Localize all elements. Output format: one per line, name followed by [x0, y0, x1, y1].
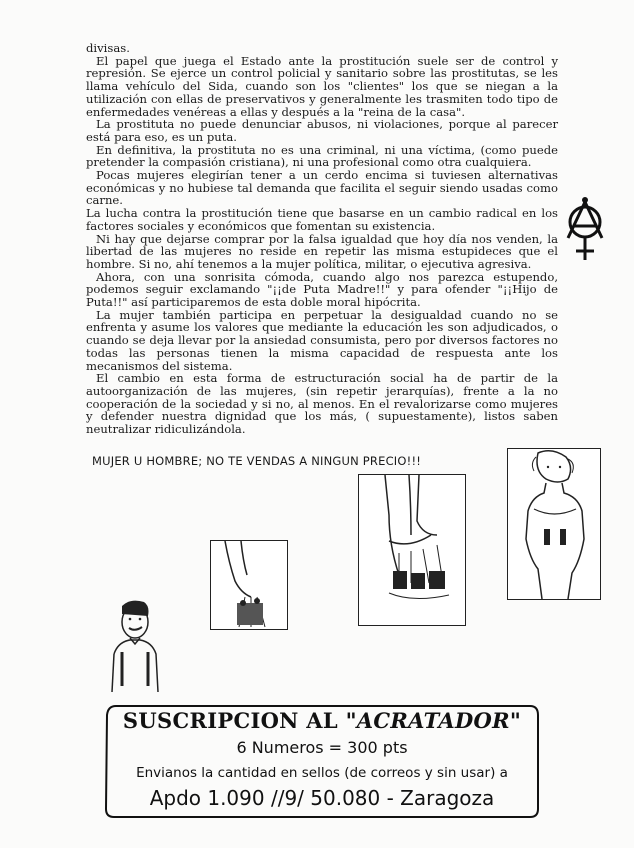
anarcha-feminist-symbol-icon — [560, 196, 610, 268]
subscription-title — [102, 708, 542, 733]
legs-puppets-illustration — [358, 474, 466, 626]
man-cartoon-illustration — [100, 596, 170, 696]
subscription-instructions: Envianos la cantidad en sellos (de correos y sin usar) a — [136, 765, 508, 781]
subscription-box — [102, 703, 542, 820]
hand-puppet-illustration — [210, 540, 288, 630]
subscription-numbers: 6 Numeros = 300 pts — [236, 738, 408, 757]
subscription-address: Apdo 1.090 //9/ 50.080 - Zaragoza — [149, 786, 495, 810]
article-paragraph: El cambio en esta forma de estructuración social ha de partir de la autoorganización de las mujeres, (sin repetir jerarquías), frente a la no cooperación de la sociedad y si no, al menos. En el revalorizarse como mujeres y defender nuestra dignidad que los más, ( supuestamente), listos saben neutralizar ridiculizándola. — [86, 371, 558, 437]
article-paragraph: Ni hay que dejarse comprar por la falsa igualdad que hoy día nos venden, la libertad de las mujeres no reside en repetir las misma estupideces que el hombre. Si no, ahí tenemos a la mujer política, militar, o ejecutiva agresiva. — [86, 231, 558, 271]
article-paragraph: La mujer también participa en perpetuar la desigualdad cuando no se enfrenta y asume los valores que mediante la educación les son adjudicados, o cuando se deja llevar por la ansiedad consumista, pero por diversos factores no todas las personas tienen la misma capacidad de respuesta ante los mecanismos del sistema. — [86, 307, 558, 373]
woman-illustration — [507, 448, 601, 600]
article-paragraph: Pocas mujeres elegirían tener a un cerdo encima si tuviesen alternativas económicas y no hubiese tal demanda que facilita el seguir siendo usadas como carne. — [86, 168, 558, 208]
article-paragraph: divisas. — [86, 41, 130, 55]
article-paragraph: La lucha contra la prostitución tiene que basarse en un cambio radical en los factores sociales y económicos que fomentan su existencia. — [86, 206, 558, 233]
article-paragraph: Ahora, con una sonrisita cómoda, cuando algo nos parezca estupendo, podemos seguir exclamando "¡¡de Puta Madre!!" y para ofender "¡¡Hijo de Puta!!" así participaremos de esta doble moral hipócrita. — [86, 269, 558, 310]
article-paragraph: La prostituta no puede denunciar abusos, ni violaciones, porque al parecer está para eso, es un puta. — [86, 117, 558, 144]
subscription-title-prefix: SUSCRIPCION AL — [122, 708, 346, 733]
subscription-title-name: "ACRATADOR" — [345, 708, 522, 733]
article-body — [86, 42, 558, 436]
closing-slogan: MUJER U HOMBRE; NO TE VENDAS A NINGUN PRECIO!!! — [92, 454, 422, 468]
article-paragraph: El papel que juega el Estado ante la prostitución suele ser de control y represión. Se ejerce un control policial y sanitario sobre las prostitutas, se les llama vehículo del Sida, cuando son los "clientes" los que se niegan a la utilización con ellas de preservativos y generalmente les trasmiten todo tipo de enfermedades venéreas a ellas y después a la "reina de la casa". — [86, 53, 558, 119]
article-paragraph: En definitiva, la prostituta no es una criminal, ni una víctima, (como puede pretender la compasión cristiana), ni una profesional como otra cualquiera. — [86, 142, 558, 170]
